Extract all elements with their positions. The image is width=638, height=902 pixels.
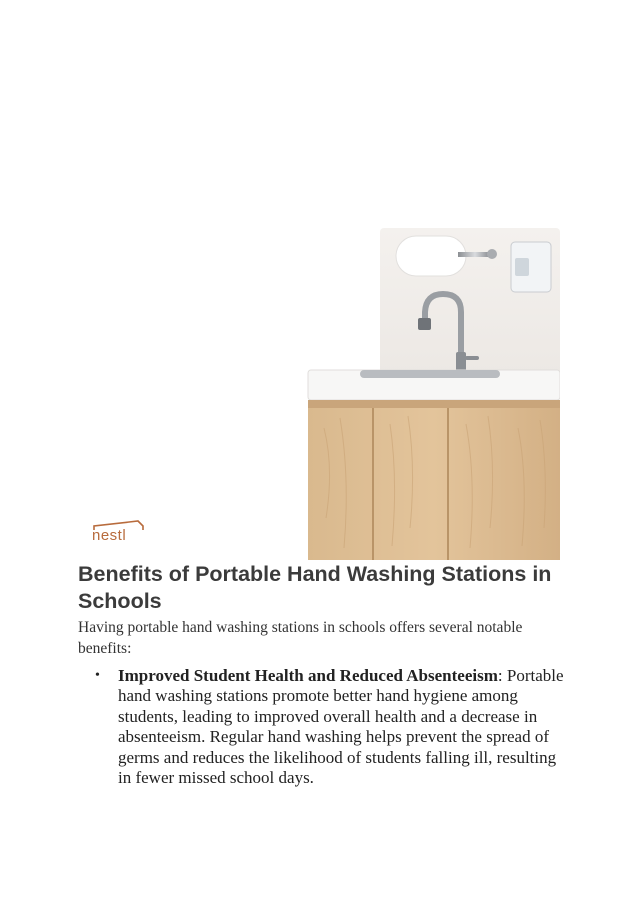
benefit-list (78, 666, 568, 788)
logo (88, 518, 148, 550)
benefit-text: Portable hand washing stations promote better hand hygiene among students, leading to improved overall health and a decrease in absenteeism. Regular hand washing helps prevent the spread of germs and reduces the likelihood of students falling ill, resulting in fewer missed school days. (118, 666, 564, 788)
list-item (78, 666, 568, 788)
page-title: Benefits of Portable Hand Washing Stations in Schools (78, 562, 552, 613)
benefit-separator: : (497, 666, 507, 685)
logo-text: nestl (92, 527, 127, 544)
intro-paragraph: Having portable hand washing stations in schools offers several notable benefits: (78, 619, 523, 657)
benefit-title: Improved Student Health and Reduced Absenteeism (118, 666, 498, 685)
bullet-icon: • (95, 668, 100, 683)
hand-washing-station-image (78, 228, 560, 560)
